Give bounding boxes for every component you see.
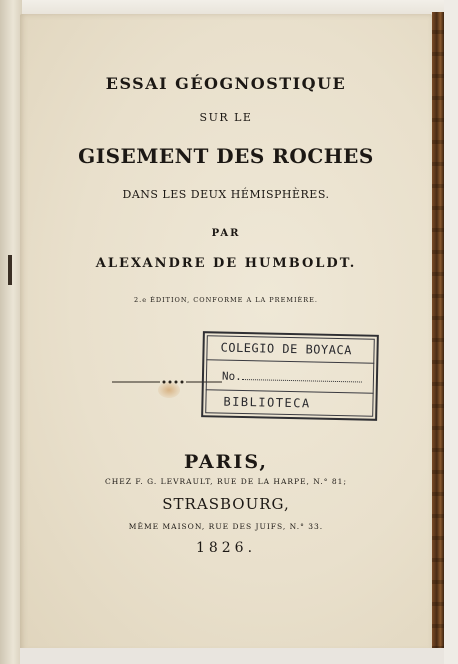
leather-cover-edge — [432, 12, 444, 664]
author-name: ALEXANDRE DE HUMBOLDT. — [95, 256, 357, 271]
book-subtitle: DANS LES DEUX HÉMISPHÈRES. — [122, 188, 330, 201]
book-title-line2: GISEMENT DES ROCHES — [78, 144, 374, 168]
bookmark-ribbon — [8, 255, 12, 285]
publication-year: 1826. — [195, 540, 257, 556]
imprint-publisher-strasbourg: MÊME MAISON, RUE DES JUIFS, N.° 33. — [128, 522, 324, 531]
imprint-city-strasbourg: STRASBOURG, — [162, 495, 290, 513]
library-stamp — [201, 331, 379, 421]
title-connector: SUR LE — [199, 111, 253, 124]
book-title-line1: ESSAI GÉOGNOSTIQUE — [105, 74, 347, 93]
outer-margin — [444, 0, 458, 664]
stamp-number-label: No. — [221, 369, 242, 383]
bottom-margin — [20, 648, 444, 664]
stamp-library-label: BIBLIOTECA — [223, 394, 311, 411]
author-by: PAR — [211, 228, 241, 239]
imprint-city-paris: PARIS, — [184, 451, 268, 473]
stamp-institution: COLEGIO DE BOYACA — [220, 340, 353, 358]
imprint-publisher-paris: CHEZ F. G. LEVRAULT, RUE DE LA HARPE, N.° 81; — [105, 477, 347, 486]
edition-note: 2.e ÉDITION, CONFORME A LA PREMIÈRE. — [134, 296, 318, 304]
left-page-edge — [0, 0, 22, 664]
foxing-stain — [158, 382, 180, 398]
